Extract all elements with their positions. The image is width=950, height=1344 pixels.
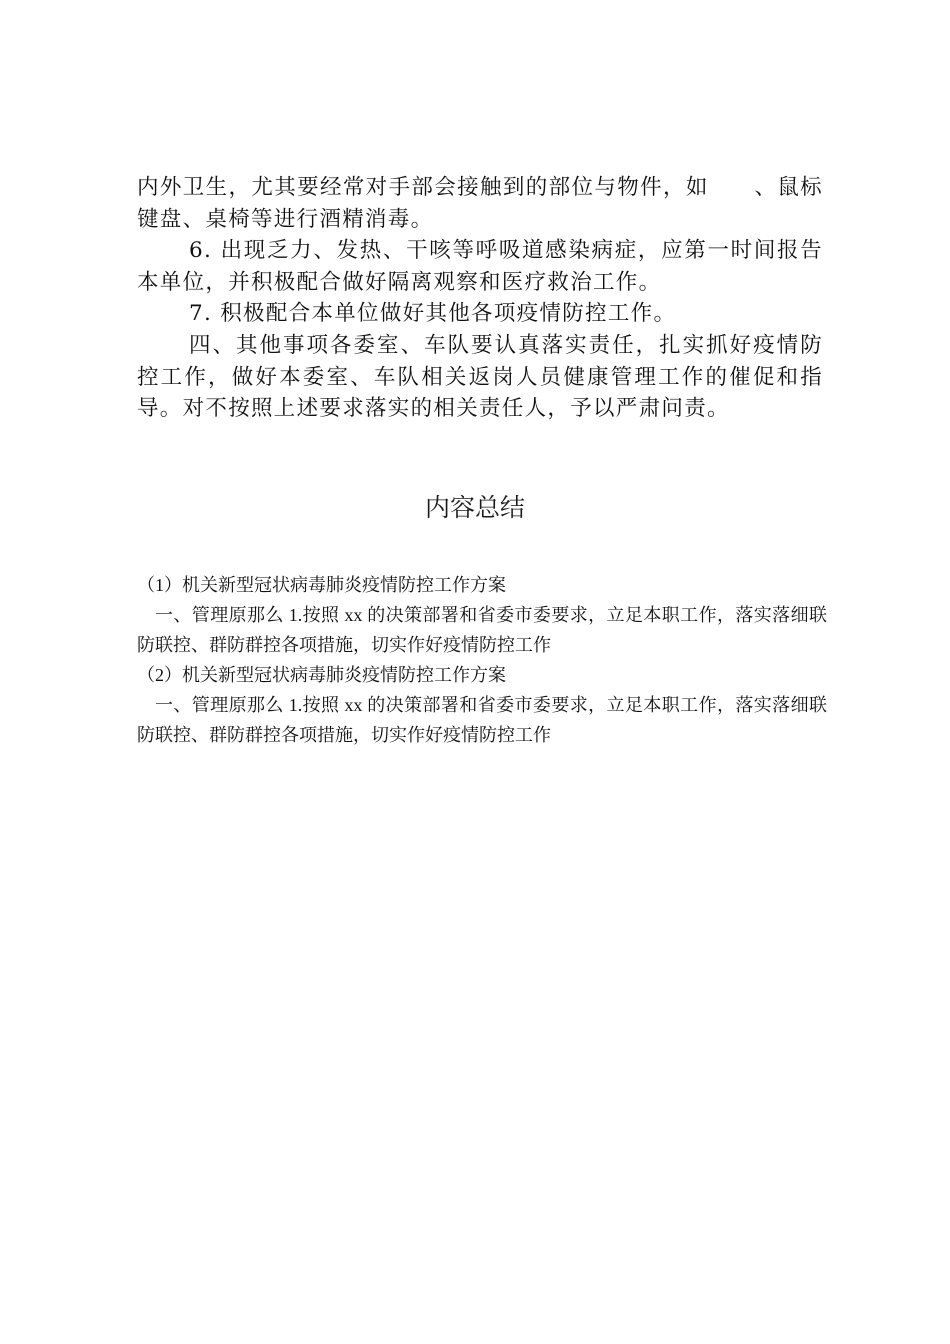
summary-item-text: 一、管理原那么 1.按照 xx 的决策部署和省委市委要求，立足本职工作，落实落细联防联控、群防群控各项措施，切实作好疫情防控工作 xyxy=(137,605,827,655)
body-text xyxy=(137,172,823,425)
paragraph-item-7: 7. 积极配合本单位做好其他各项疫情防控工作。 xyxy=(189,301,677,327)
paragraph-section-4: 四、其他事项各委室、车队要认真落实责任，扎实抓好疫情防控工作，做好本委室、车队相关返岗人员健康管理工作的催促和指导。对不按照上述要求落实的相关责任人，予以严肃问责。 xyxy=(137,332,823,422)
summary-item-text: 一、管理原那么 1.按照 xx 的决策部署和省委市委要求，立足本职工作，落实落细联防联控、群防群控各项措施，切实作好疫情防控工作 xyxy=(137,695,827,745)
paragraph-hygiene: 内外卫生，尤其要经常对手部会接触到的部位与物件，如 、鼠标键盘、桌椅等进行酒精消毒。 xyxy=(137,175,823,232)
summary-title: 内容总结 xyxy=(424,493,525,522)
summary-item-heading: （1）机关新型冠状病毒肺炎疫情防控工作方案 xyxy=(137,575,506,595)
paragraph-item-6: 6. 出现乏力、发热、干咳等呼吸道感染病症，应第一时间报告本单位，并积极配合做好隔离观察和医疗救治工作。 xyxy=(137,238,823,295)
summary-list xyxy=(137,570,827,750)
summary-item-heading: （2）机关新型冠状病毒肺炎疫情防控工作方案 xyxy=(137,665,506,685)
